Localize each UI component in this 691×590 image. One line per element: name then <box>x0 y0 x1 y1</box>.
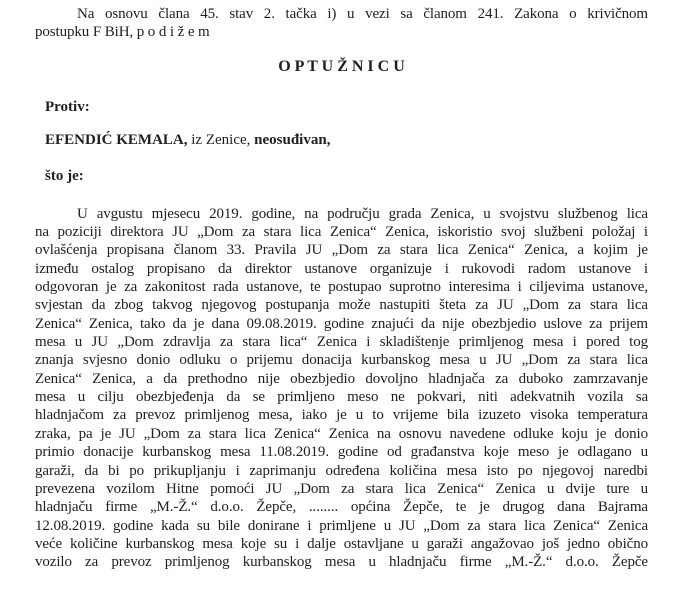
body-line: ovlašćenja propisana članom 33. Pravila JU „Dom za stara lica Zenica“ Zenica, a kojim je <box>35 242 648 259</box>
defendant-status: neosuđivan, <box>254 131 331 148</box>
body-line: odgovoran je za zakonitost rada ustanove, te postupao suprotno interesima i ciljevima ustanove, <box>35 279 648 296</box>
body-line: primio donacije kurbanskog mesa 11.08.2019. godine od građanstva koje meso je odlagano u <box>35 444 648 461</box>
indictment-heading: O P T U Ž N I C U <box>278 57 405 75</box>
defendant-line <box>35 131 648 150</box>
document-text-column <box>35 0 648 572</box>
indictment-body <box>35 205 648 572</box>
body-line: Zenica“ Zenica, a da prethodno nije obezbjedio dovoljno hladnjača za duboko zamrzavanje <box>35 370 648 387</box>
against-label: Protiv: <box>45 98 90 115</box>
body-line: svjestan da zbog takvog njegovog postupanja može nastupiti šteta za JU „Dom za stara lica <box>35 297 648 314</box>
defendant-origin: iz Zenice, <box>187 131 255 148</box>
body-line: zraka, pa je JU „Dom za stara lica Zenica“ Zenica na osnovu navedene odluke koju je donio <box>35 425 648 442</box>
body-line: znanja svjesno donio odluku o prijemu donacija kurbanskog mesa u JU „Dom za stara lica <box>35 352 648 369</box>
defendant-name: EFENDIĆ KEMALA, <box>45 131 188 148</box>
body-line: između ostalog propisano da direktor ustanove organizuje i rukovodi radom ustanove i <box>35 260 648 277</box>
body-line: na poziciji direktora JU „Dom za stara lica Zenica“ Zenica, iskoristio svoj službeni položaj i <box>35 224 648 241</box>
body-line: U avgustu mjesecu 2019. godine, na području grada Zenica, u svojstvu službenog lica <box>77 205 648 222</box>
body-line: mesa u cilju obezbjeđenja da se primljeno meso ne pokvari, niti adekvatnih vozila sa <box>35 389 648 406</box>
body-line: 12.08.2019. godine kada su bile donirane i primljene u JU „Dom za stara lica Zenica“ Zenica <box>35 517 648 534</box>
body-line: mesa u JU „Dom zdravlja za stara lica“ Zenica i skladištenje primljenog mesa i pored tog <box>35 334 648 351</box>
charge-intro-label: što je: <box>45 167 84 184</box>
body-line: veće količine kurbanskog mesa koje su i dalje ostavljane u garaži angažovao još jedno obično <box>35 535 648 552</box>
body-line: Zenica“ Zenica, tako da je dana 09.08.2019. godine znajući da nije obezbjedio uslove za prijem <box>35 315 648 332</box>
body-line: garaži, da bi po prikupljanju i zaprimanju određena količina mesa isto po njegovoj naredbi <box>35 462 648 479</box>
body-line: hladnjačom za prevoz primljenog mesa, iako je u to vrijeme bila izuzeto visoka temperatura <box>35 407 648 424</box>
body-line: prevezena vozilom Hitne pomoći JU „Dom za stara lica Zenica“ Zenica u dvije ture u <box>35 480 648 497</box>
clipped-line: vozilo za prevoz primljenog kurbanskog mesa u hladnjaču firme „M.-Ž.“ d.o.o. Žepče <box>35 554 648 571</box>
intro-line-2: postupku F BiH, p o d i ž e m <box>35 24 210 41</box>
intro-line-1: Na osnovu člana 45. stav 2. tačka i) u vezi sa članom 241. Zakona o krivičnom <box>77 6 648 22</box>
body-line: hladnjaču firme „M.-Ž.“ d.o.o. Žepče, ........ općina Žepče, te je drugog dana Bajrama <box>35 499 648 516</box>
